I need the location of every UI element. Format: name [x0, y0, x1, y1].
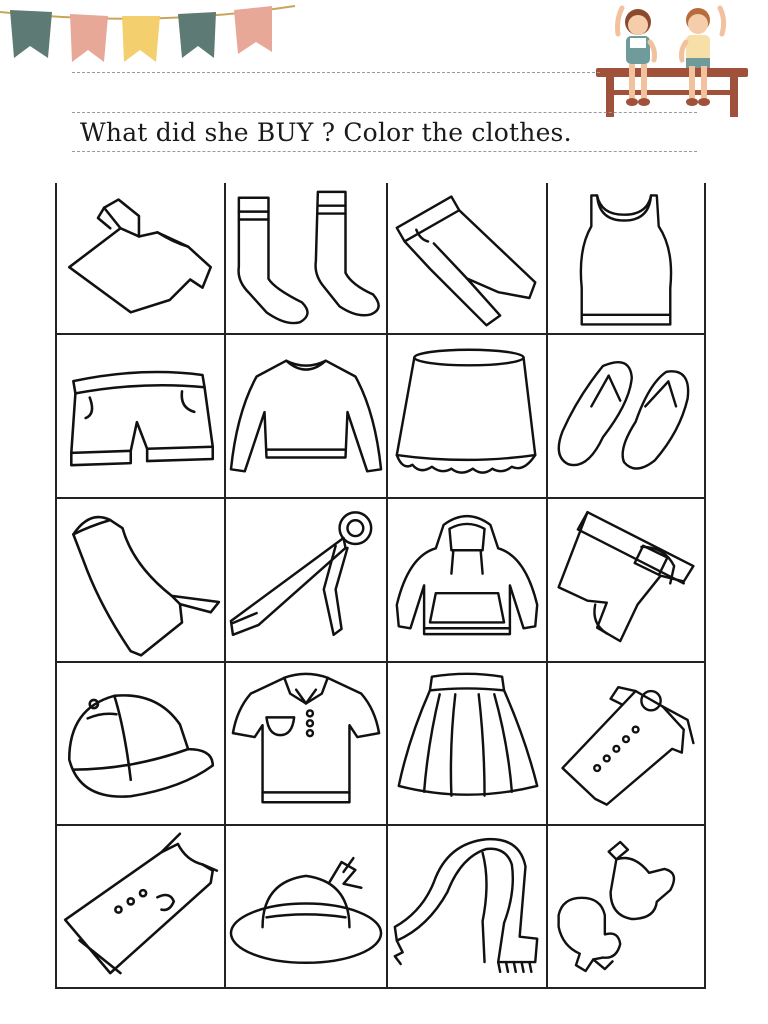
tank-top-icon[interactable]	[549, 187, 703, 331]
clothes-grid	[55, 183, 707, 989]
pleated-skirt-icon[interactable]	[389, 665, 545, 823]
sun-hat-icon[interactable]	[227, 828, 385, 985]
grid-line	[55, 333, 706, 335]
button-shirt-icon[interactable]	[549, 665, 703, 823]
children-on-bench-illustration	[594, 0, 754, 122]
tie-icon[interactable]	[227, 501, 385, 660]
dashed-guide-line	[72, 72, 600, 73]
long-skirt-icon[interactable]	[59, 501, 223, 660]
grid-line	[224, 183, 226, 989]
polo-shirt-icon[interactable]	[227, 665, 385, 823]
grid-line	[55, 661, 706, 663]
bunting-decoration	[0, 0, 300, 70]
flip-flops-icon[interactable]	[549, 338, 703, 496]
dashed-guide-line	[72, 151, 697, 152]
grid-line	[55, 824, 706, 826]
skirt-icon[interactable]	[389, 338, 545, 496]
grid-line	[386, 183, 388, 989]
trousers-icon[interactable]	[389, 187, 545, 331]
tshirt-icon[interactable]	[59, 187, 223, 331]
grid-line	[546, 183, 548, 989]
mittens-icon[interactable]	[549, 828, 703, 985]
sweater-icon[interactable]	[227, 338, 385, 496]
page-title: What did she BUY ? Color the clothes.	[80, 118, 572, 147]
dashed-guide-line	[72, 112, 697, 113]
shorts-icon[interactable]	[59, 338, 223, 496]
scarf-icon[interactable]	[389, 828, 545, 985]
cargo-shorts-icon[interactable]	[549, 501, 703, 660]
cap-icon[interactable]	[59, 665, 223, 823]
grid-line	[55, 497, 706, 499]
dress-icon[interactable]	[59, 828, 223, 985]
hoodie-icon[interactable]	[389, 501, 545, 660]
socks-icon[interactable]	[227, 187, 385, 331]
grid-line	[704, 183, 706, 989]
grid-line	[55, 183, 57, 989]
grid-line	[55, 987, 706, 989]
